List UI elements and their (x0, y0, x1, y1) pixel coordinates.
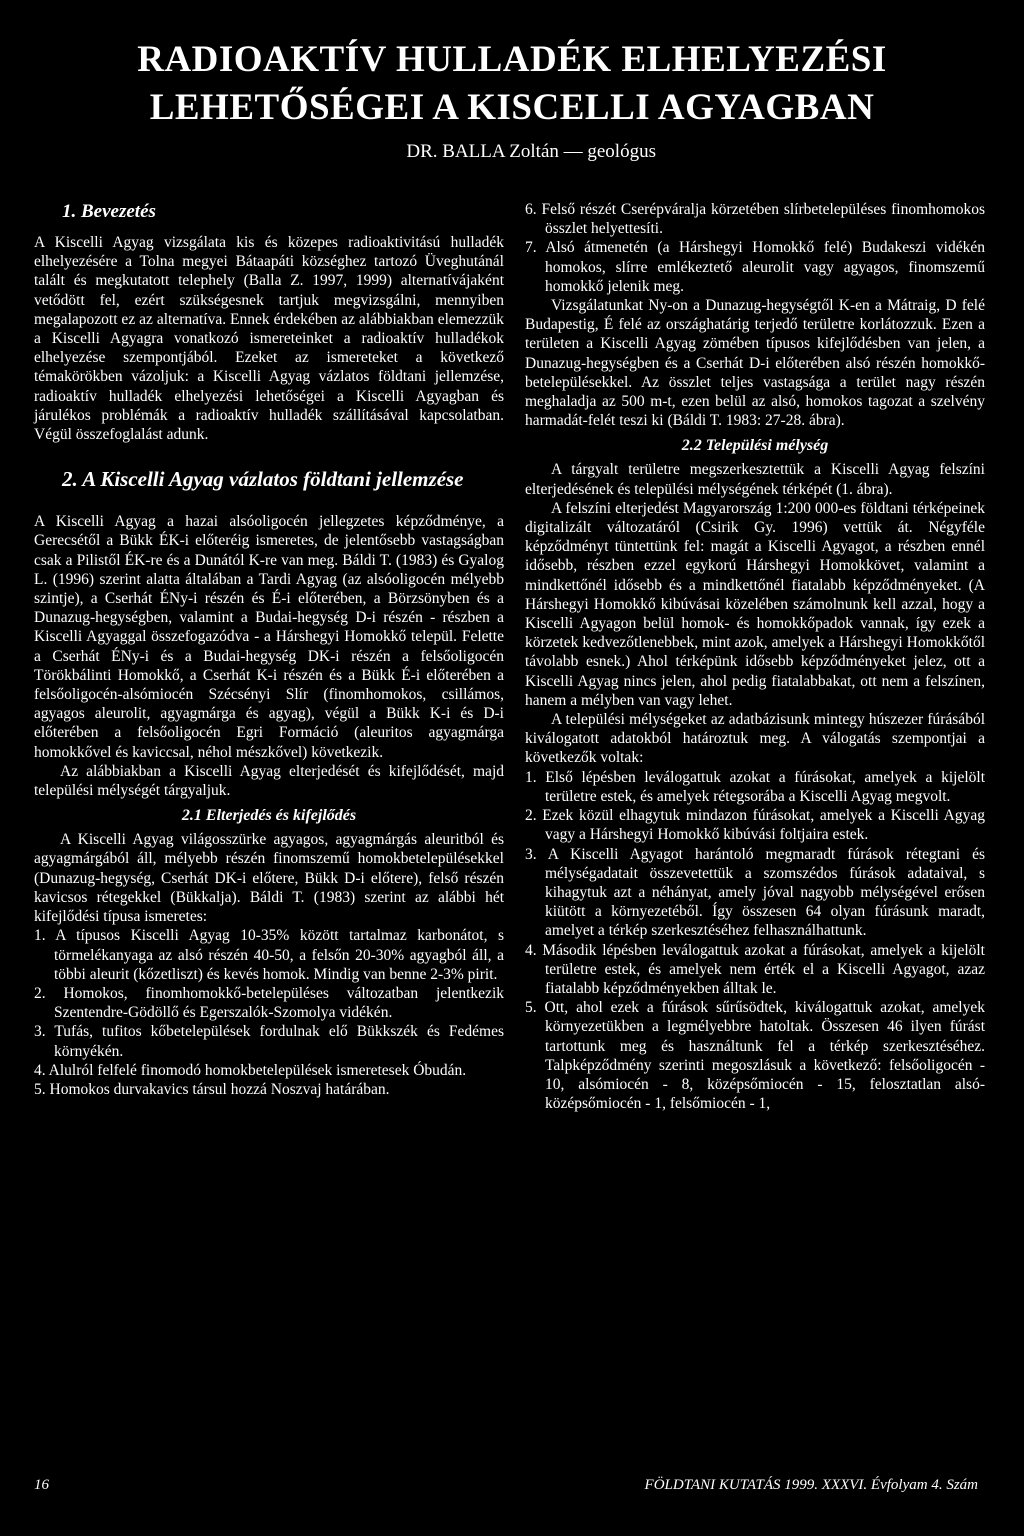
development-paragraph: A Kiscelli Agyag világosszürke agyagos, agyagmárgás aleuritból és agyagmárgából áll, mélyebb részén finomszemű homokbetelepülésekkel (Dunazug-hegység, Cserhát DK-i előtere, Bükk D-i előtere), felső részén kavicsos rétegekkel (Bükkalja). Báldi T. (1983) szerint az alábbi hét kifejlődési típusa ismeretes: (34, 831, 504, 926)
title-line-2: LEHETŐSÉGEI A KISCELLI AGYAGBAN (149, 87, 875, 128)
right-column (525, 200, 985, 1113)
intro-paragraph: A Kiscelli Agyag vizsgálata kis és közepes radioaktivitású hulladék elhelyezésére a Tolna megyei Bátaapáti községhez tartozó Üveghutánál talált és megkutatott telephely (Balla Z. 1997, 1999) alternatívájaként vetődött fel, ezért szükségesnek tartjuk megvizsgálni, mennyiben megalapozott ez az alternatíva. Ennek érdekében az alábbiakban elemezzük a Kiscelli Agyagra vonatkozó ismereteinket a radioaktív hulladékok elhelyezése szempontjából. Ezeket az ismereteket a következő témakörökben vázoljuk: a Kiscelli Agyag vázlatos földtani jellemzése, radioaktív hulladék elhelyezési lehetőségei a Kiscelli Agyagban és járulékos problémák a radioaktív hulladék szállításával kapcsolatban. Végül összefoglalást adunk. (34, 234, 504, 444)
article-title (0, 36, 1024, 132)
surface-distribution-paragraph: A felszíni elterjedést Magyarország 1:200 000-es földtani térképeinek digitalizált változatáról (Csirik Gy. 1996) vettük át. Négyféle képződményt tüntettünk fel: magát a Kiscelli Agyagot, a részben ennél idősebb, részben ezzel egykorú Hárshegyi Homokkövet, valamint a mindkettőnél idősebb és a mindkettőnél fiatalabb képződményeket. (A Hárshegyi Homokkő kibúvásai közelében számolnunk kell azzal, hogy a Kiscelli Agyagon belül homok- és homokkőpadok vannak, így ezek a körzetek kedvezőtlenebbek, mint azok, amelyek a Hárshegyi Homokkőtől távolabb esnek.) Ahol térképünk idősebb képződményeket jelez, ott a Kiscelli Agyag nincs jelen, ahol pedig fiatalabbakat, ott nem a felszínen, hanem a mélyben van vagy lehet. (525, 499, 985, 709)
journal-footer: FÖLDTANI KUTATÁS 1999. XXXVI. Évfolyam 4. Szám (644, 1477, 978, 1493)
list-item: 2. Ezek közül elhagytuk mindazon fúrásokat, amelyek a Kiscelli Agyag vagy a Hárshegyi Homokkő kibúvási foltjaira estek. (525, 807, 985, 844)
development-types-list (34, 926, 504, 1099)
list-item: 6. Felső részét Cserépváralja körzetében slírbetelepüléses finomhomokos összlet helyettesíti. (525, 201, 985, 238)
list-item: 1. Első lépésben leválogattuk azokat a fúrásokat, amelyek a kijelölt területre estek, és amelyek rétegsorába a Kiscelli Agyag megvolt. (525, 768, 985, 805)
selection-criteria-list (525, 768, 985, 1114)
left-column (34, 200, 504, 1099)
list-item: 3. Tufás, tufitos kőbetelepülések fordulnak elő Bükkszék és Fedémes környékén. (34, 1023, 504, 1060)
list-item: 3. A Kiscelli Agyagot harántoló megmaradt fúrások rétegtani és mélységadatait összevetettük a szomszédos fúrások adataival, s kihagytuk azt a néhányat, amely jóval nagyobb mélységével erősen kiütött a környezetéből. Így összesen 64 olyan fúrásunk maradt, amelyet a térkép szerkesztéséhez felhasználhattunk. (525, 845, 985, 940)
section-heading-1: 1. Bevezetés (62, 201, 156, 222)
selection-paragraph: A települési mélységeket az adatbázisunk mintegy húszezer fúrásából kiválogatott adatokból határoztuk meg. A válogatás szempontjai a következők voltak: (525, 711, 985, 767)
title-line-1: RADIOAKTÍV HULLADÉK ELHELYEZÉSI (137, 39, 887, 80)
list-item: 7. Alsó átmenetén (a Hárshegyi Homokkő felé) Budakeszi vidékén homokos, slírre emlékeztető aleurolit vagy agyagos, finomszemű homokkő jelenik meg. (525, 239, 985, 295)
list-item: 2. Homokos, finomhomokkő-betelepüléses változatban jelentkezik Szentendre-Gödöllő és Egerszalók-Szomolya vidékén. (34, 984, 504, 1022)
list-item: 5. Homokos durvakavics társul hozzá Noszvaj határában. (34, 1080, 390, 1098)
list-item: 5. Ott, ahol ezek a fúrások sűrűsödtek, kiválogattuk azokat, amelyek környezetükben a legmélyebbre hatoltak. Összesen 46 ilyen fúrást tartottunk meg és használtunk fel a térkép szerkesztéséhez. Talpképződmény szerinti megoszlásuk a következő: felsőoligocén - 10, alsómiocén - 8, középsőmiocén - 15, felosztatlan alsó-középsőmiocén - 1, felsőmiocén - 1, (525, 999, 985, 1113)
geology-paragraph: A Kiscelli Agyag a hazai alsóoligocén jellegzetes képződménye, a Gerecsétől a Bükk ÉK-i előteréig ismeretes, de jelentősebb vastagságban csak a Pilistől ÉK-re és a Dunától K-re van meg. Báldi T. (1983) és Gyalog L. (1996) szerint alatta általában a Tardi Agyag (az alsóoligocén mélyebb szintje), a Cserhát ÉNy-i részén és É-i előterében, a Börzsönyben és a Dunazug-hegységben, valamint a Budai-hegység D-i részén - részben a Kiscelli Agyaggal összefogazódva - a Hárshegyi Homokkő települ. Felette a Cserhát ÉNy-i és a Budai-hegység DK-i részén a felsőoligocén Törökbálinti Homokkő, a Cserhát K-i részén és a Bükk É-i előterében a felsőoligocén-alsómiocén Szécsényi Slír (finomhomokos, csillámos, agyagos aleurolit, agyagmárga és agyag), végül a Bükk K-i és D-i előterében a felsőoligocén Egri Formáció (aleuritos agyagmárga homokkővel és kaviccsal, néhol mészkővel) következik. (34, 513, 504, 761)
section-heading-2: 2. A Kiscelli Agyag vázlatos földtani jellemzése (62, 467, 464, 492)
list-item: 4. Alulról felfelé finomodó homokbetelepülések ismeretesek Óbudán. (34, 1061, 467, 1079)
study-area-paragraph: Vizsgálatunkat Ny-on a Dunazug-hegységtől K-en a Mátraig, D felé Budapestig, É felé az országhatárig terjedő területre korlátozzuk. Ezen a területen a Kiscelli Agyag zömében típusos kifejlődésben van jelen, a Dunazug-hegységben és a Cserhát D-i előterében alsó részén homokkő-betelepülésekkel. Az összlet teljes vastagsága a terület nagy részén meghaladja az 500 m-t, ezen belül az alsó, homokos tagozat a szelvény harmadát-felét teszi ki (Báldi T. 1983: 27-28. ábra). (525, 297, 985, 430)
overview-paragraph: Az alábbiakban a Kiscelli Agyag elterjedését és kifejlődését, majd települési mélységét tárgyaljuk. (34, 762, 504, 800)
subsection-heading-2-1: 2.1 Elterjedés és kifejlődés (181, 807, 357, 825)
list-item: 4. Második lépésben leválogattuk azokat a fúrásokat, amelyek a kijelölt területre estek, és amelyek nem érték el a Kiscelli Agyagot, azaz fiatalabb képződményekben álltak le. (525, 941, 985, 997)
subsection-heading-2-2: 2.2 Települési mélység (681, 437, 829, 455)
author-line: DR. BALLA Zoltán — geológus (406, 141, 656, 162)
development-types-list-continued (525, 200, 985, 296)
depth-map-paragraph: A tárgyalt területre megszerkesztettük a Kiscelli Agyag felszíni elterjedésének és települési mélységének térképét (1. ábra). (525, 461, 985, 498)
page-number: 16 (34, 1477, 49, 1493)
list-item: 1. A típusos Kiscelli Agyag 10-35% között tartalmaz karbonátot, s törmelékanyaga az alsó részén 40-50, a felsőn 20-30% agyagból áll, a többi aleurit (kőzetliszt) és kevés homok. Mindig van benne 2-3% pirit. (34, 927, 504, 983)
